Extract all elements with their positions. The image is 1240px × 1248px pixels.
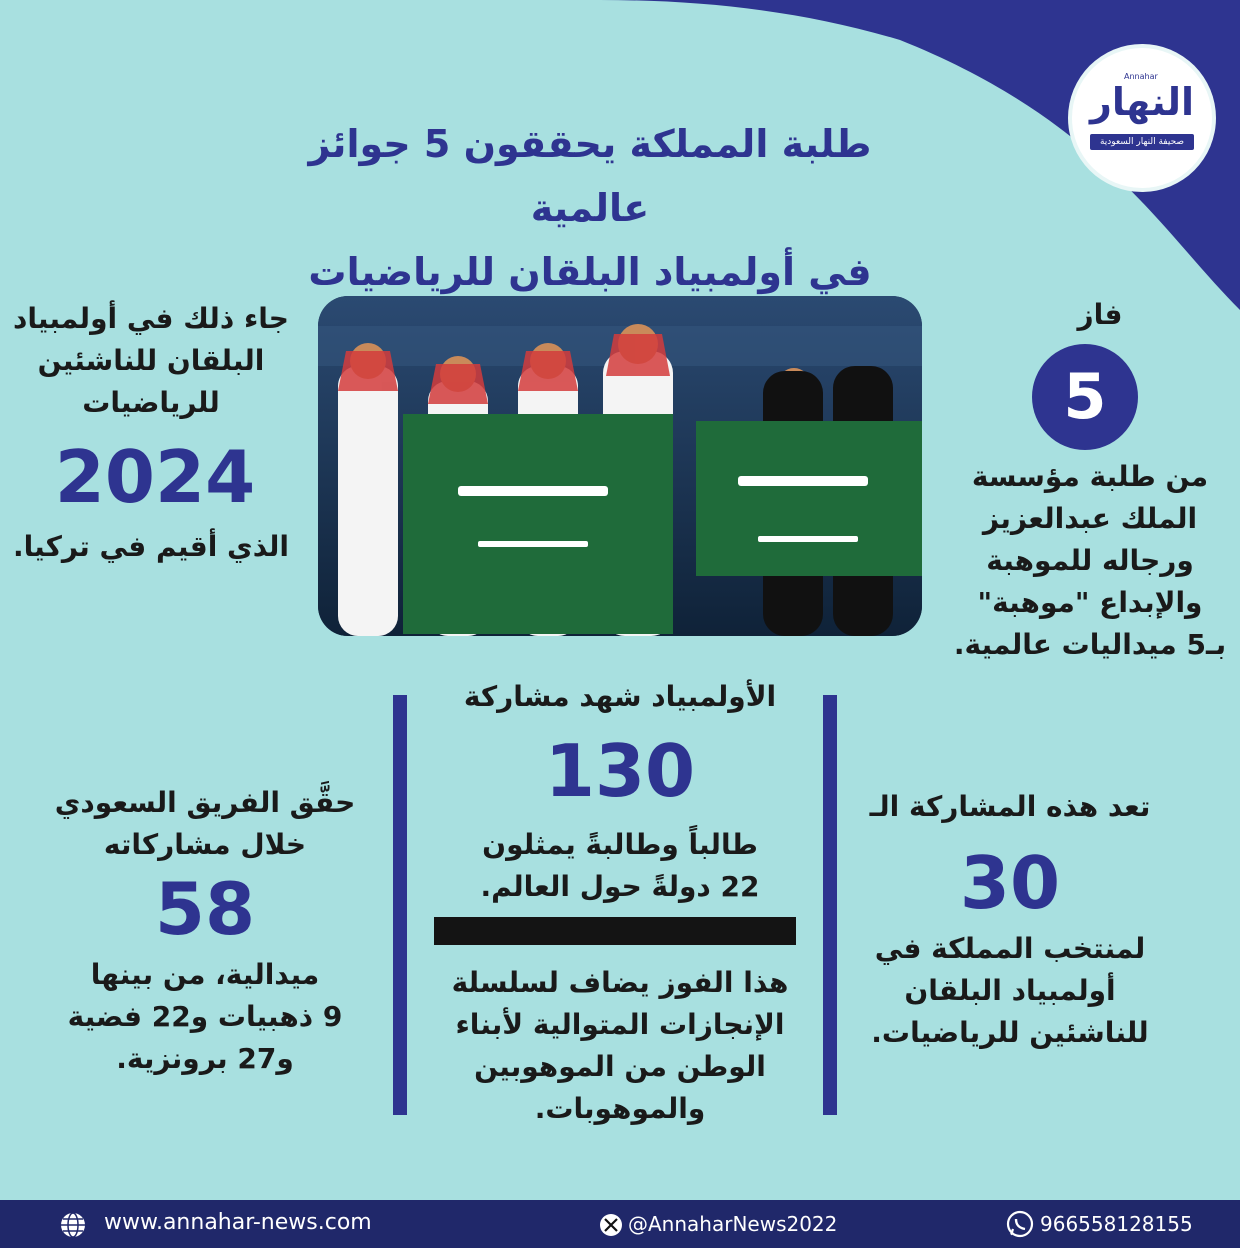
center-line: 22 دولةً حول العالم. xyxy=(480,870,760,903)
center-lower-line: هذا الفوز يضاف لسلسلة xyxy=(451,966,789,999)
logo-badge: Annahar xyxy=(1124,72,1158,81)
divider-right xyxy=(823,695,837,1115)
bottom-left-line: و27 برونزية. xyxy=(116,1042,294,1075)
bottom-left-line: 9 ذهبيات و22 فضية xyxy=(67,1000,343,1033)
five-circle: 5 xyxy=(1032,344,1138,450)
whatsapp-icon xyxy=(1006,1210,1034,1238)
logo-subtitle: صحيفة النهار السعودية xyxy=(1090,134,1194,150)
center-lower-description xyxy=(420,962,820,1130)
left-line: البلقان للناشئين xyxy=(37,344,265,377)
right-line: الملك عبدالعزيز xyxy=(982,502,1198,535)
annahar-logo xyxy=(1072,48,1212,188)
right-line: بـ5 ميداليات عالمية. xyxy=(953,628,1227,661)
left-after: الذي أقيم في تركيا. xyxy=(13,530,289,563)
right-label: فاز xyxy=(1077,298,1123,331)
right-line: ورجاله للموهبة xyxy=(986,544,1194,577)
x-icon xyxy=(600,1214,622,1236)
title-line-2: في أولمبياد البلقان للرياضيات xyxy=(308,250,872,294)
bottom-left-top-line: حقَّق الفريق السعودي xyxy=(54,786,356,819)
bottom-left-description xyxy=(30,954,380,1080)
center-lower-line: والموهوبات. xyxy=(534,1092,706,1125)
left-line: جاء ذلك في أولمبياد xyxy=(13,302,289,335)
globe-icon xyxy=(60,1212,86,1238)
right-description xyxy=(940,456,1240,666)
team-photo-illustration xyxy=(318,296,922,636)
bottom-right-heading: تعد هذه المشاركة الـ xyxy=(869,790,1151,823)
left-line: للرياضيات xyxy=(82,386,220,419)
center-lower-line: الوطن من الموهوبين xyxy=(474,1050,766,1083)
footer xyxy=(0,1200,1240,1248)
twitter-handle[interactable]: @AnnaharNews2022 xyxy=(628,1212,838,1236)
bottom-right-line: لمنتخب المملكة في xyxy=(874,932,1146,965)
logo-name: النهار xyxy=(1089,80,1195,124)
website-link[interactable]: www.annahar-news.com xyxy=(104,1210,372,1235)
bottom-right-description xyxy=(850,928,1170,1054)
center-heading: الأولمبياد شهد مشاركة xyxy=(463,680,777,713)
participation-number: 30 xyxy=(959,841,1061,925)
bottom-left-heading xyxy=(30,782,380,866)
medals-number: 58 xyxy=(154,867,256,951)
center-lower-line: الإنجازات المتوالية لأبناء xyxy=(455,1008,785,1041)
center-description xyxy=(420,824,820,908)
right-line: من طلبة مؤسسة xyxy=(971,460,1209,493)
whatsapp-number[interactable]: 966558128155 xyxy=(1040,1212,1193,1236)
center-line: طالباً وطالبةً يمثلون xyxy=(482,828,758,861)
team-photo xyxy=(318,296,922,636)
bottom-right-line: للناشئين للرياضيات. xyxy=(871,1016,1149,1049)
participants-number: 130 xyxy=(544,729,696,813)
left-description xyxy=(6,298,296,424)
divider-left xyxy=(393,695,407,1115)
title-line-1: طلبة المملكة يحققون 5 جوائز عالمية xyxy=(308,122,872,230)
bottom-right-line: أولمبياد البلقان xyxy=(904,974,1116,1007)
right-line: والإبداع "موهبة" xyxy=(977,586,1203,619)
bottom-left-top-line: خلال مشاركاته xyxy=(103,828,307,861)
year-number: 2024 xyxy=(54,435,256,519)
center-separator xyxy=(434,917,796,945)
bottom-left-line: ميدالية، من بينها xyxy=(90,958,320,991)
